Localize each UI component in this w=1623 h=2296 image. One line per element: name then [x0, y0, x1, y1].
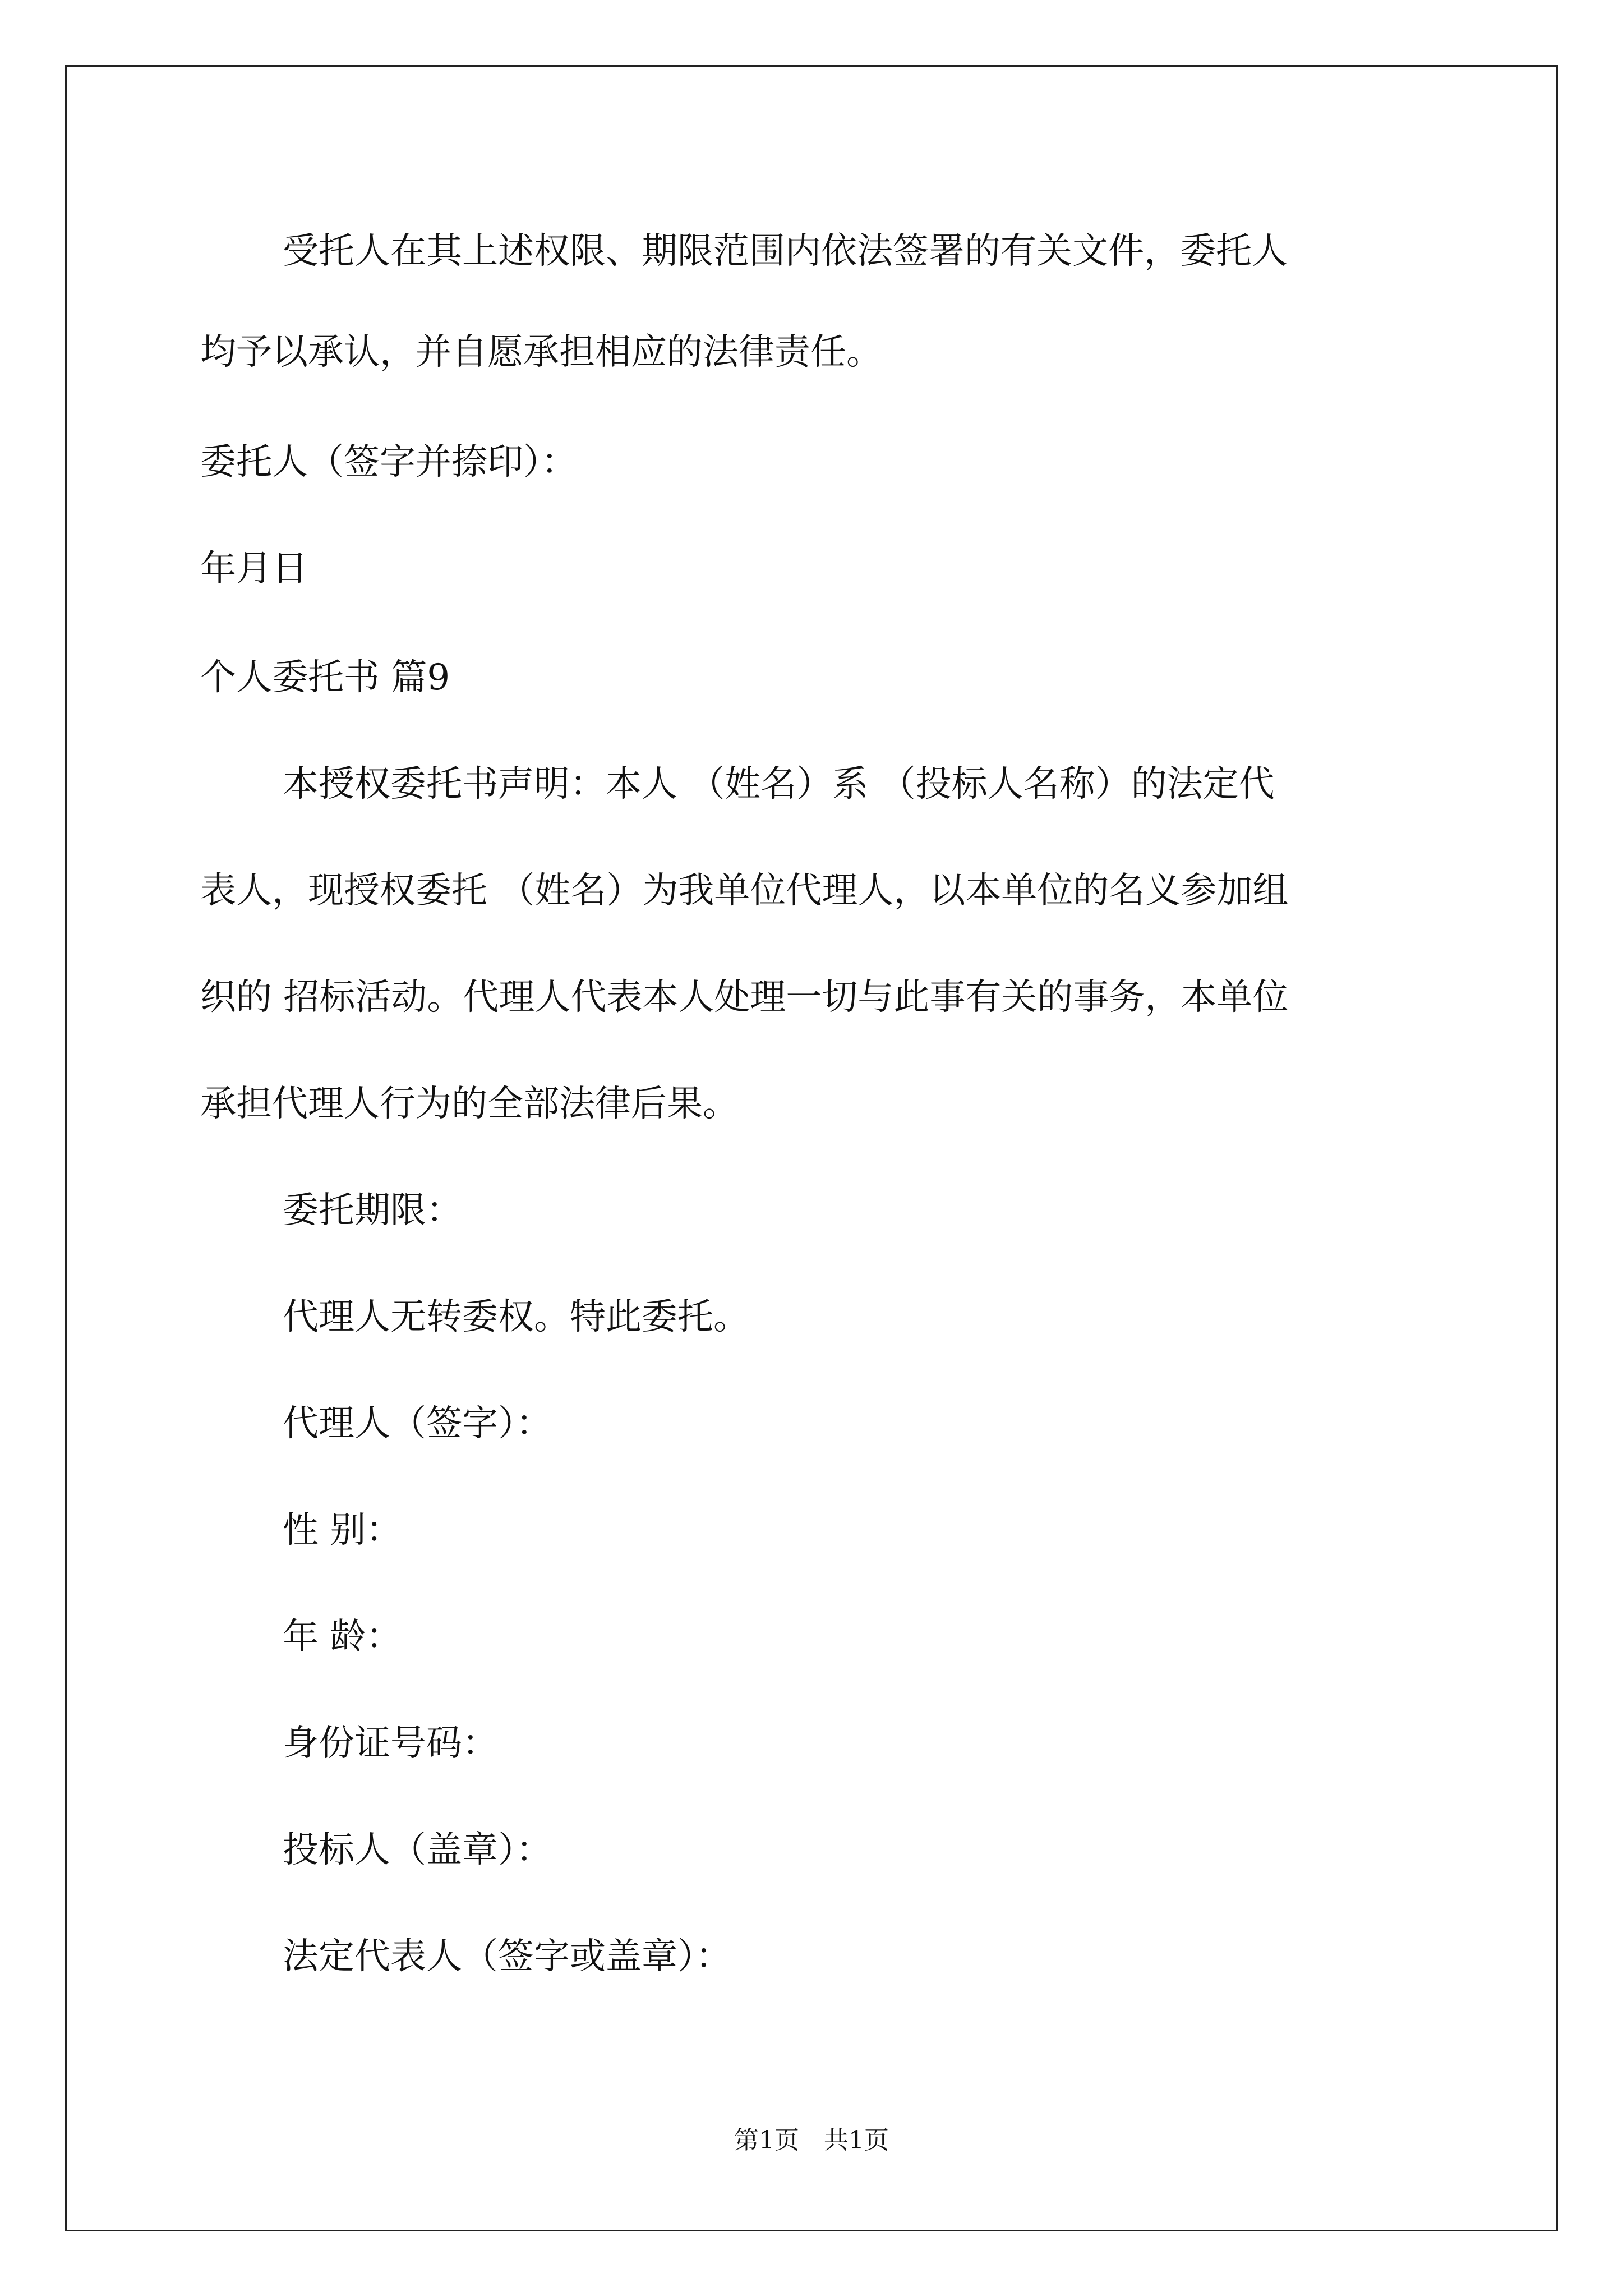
page-number: 第1页 共1页: [734, 2126, 889, 2155]
page-border: [65, 65, 1558, 2231]
text-line: 委托期限：: [283, 1190, 462, 1231]
section-heading: 个人委托书 篇9: [200, 657, 450, 698]
text-line: 性 别：: [283, 1510, 402, 1551]
text-line: 均予以承认，并自愿承担相应的法律责任。: [200, 332, 882, 373]
text-line: 投标人（盖章）：: [283, 1829, 552, 1871]
text-line: 年 龄：: [283, 1616, 402, 1658]
text-line: 身份证号码：: [283, 1723, 498, 1764]
text-line: 代理人（签字）：: [283, 1403, 552, 1444]
text-line: 代理人无转委权。特此委托。: [283, 1296, 749, 1338]
text-line: 织的 招标活动。代理人代表本人处理一切与此事有关的事务，本单位: [200, 977, 1289, 1018]
text-line: 受托人在其上述权限、期限范围内依法签署的有关文件，委托人: [283, 231, 1288, 272]
text-line: 年月日: [200, 548, 308, 590]
text-line: 法定代表人（签字或盖章）：: [283, 1936, 731, 1977]
text-line: 承担代理人行为的全部法律后果。: [200, 1083, 739, 1125]
text-line: 委托人（签字并捺印）：: [200, 441, 577, 483]
text-line: 表人，现授权委托 （姓名）为我单位代理人，以本单位的名义参加组: [200, 870, 1289, 912]
text-line: 本授权委托书声明：本人 （姓名）系 （投标人名称）的法定代: [283, 763, 1275, 805]
